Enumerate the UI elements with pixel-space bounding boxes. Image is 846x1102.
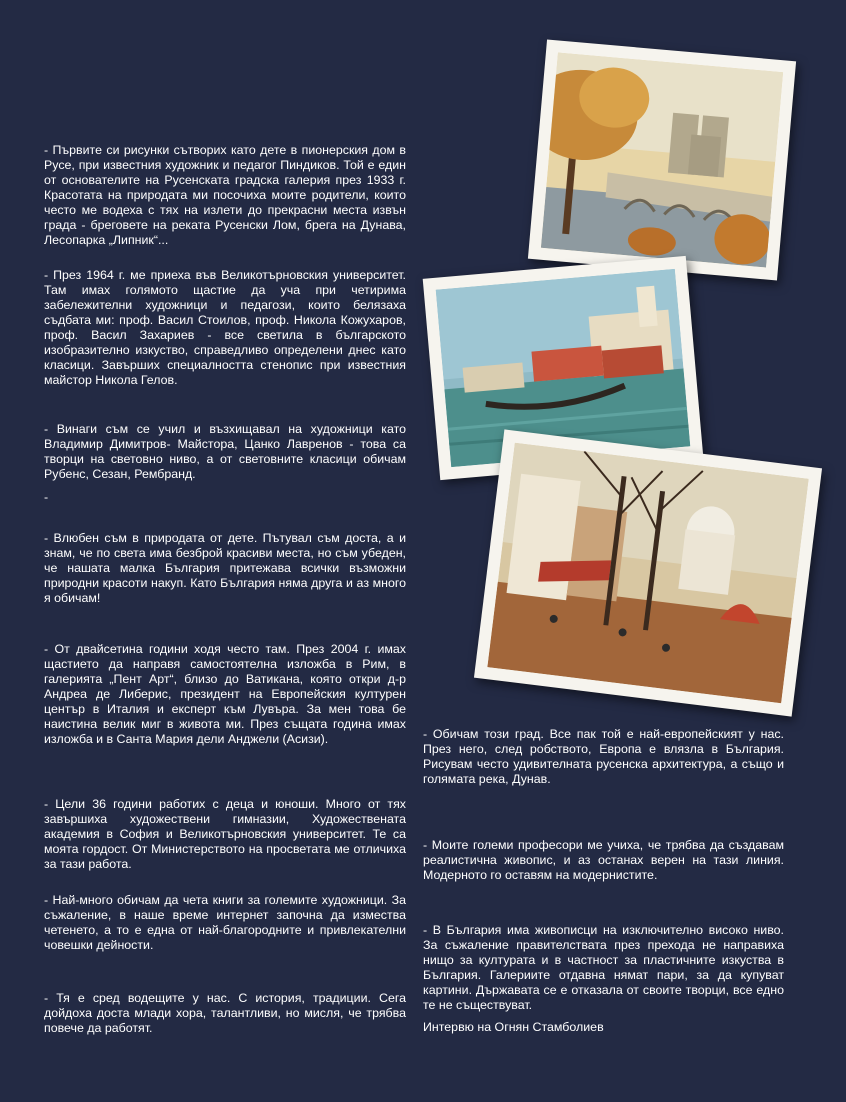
answer-paragraph-1: - Първите си рисунки сътворих като дете в пионерския дом в Русе, при известния художник и педагог Пиндиков. Той е един от основателите на Русенската градска галерия през 1933 г. Красотата на природата ми посочиха моите родители, които често ме водеха с тях на излети до прекрасни места извън града - бреговете на реката Русенски Лом, брега на Дунава, Лесопарка „Липник“... <box>44 143 406 247</box>
answer-paragraph-11: - Моите големи професори ме учиха, че трябва да създавам реалистична живопис, и аз останах верен на тази линия. Модерното го оставям на модернистите. <box>423 838 784 882</box>
answer-paragraph-3: - Винаги съм се учил и възхищавал на художници като Владимир Димитров- Майстора, Цанко Лавренов - това са творци на световно ниво, а от световните класици обичам Рубенс, Сезан, Рембранд. <box>44 422 406 481</box>
painting-montmartre-image <box>487 443 808 703</box>
answer-paragraph-12: - В България има живописци на изключително високо ниво. За съжаление правителствата през прехода не направиха нищо за културата и в частност за пластичните изкуства в България. Галериите отдавна нямат пари, за да купуват картини. Държавата се е отказала от своите творци, все едно те не съществуват. <box>423 923 784 1012</box>
answer-paragraph-10: - Обичам този град. Все пак той е най-европейският у нас. През него, след робството, Европа е влязла в България. Рисувам често удивителната русенска архитектура, а също и голямата река, Дунав. <box>423 727 784 786</box>
answer-paragraph-5: - Влюбен съм в природата от дете. Пътувал съм доста, а и знам, че по света има безброй красиви места, но съм убеден, че нашата малка България притежава всички възможни природни красоти накуп. Като България няма друга и аз много я обичам! <box>44 531 406 605</box>
answer-paragraph-9: - Тя е сред водещите у нас. С история, традиции. Сега дойдоха доста млади хора, талантливи, но мисля, че трябва повече да работят. <box>44 991 406 1035</box>
answer-paragraph-4: - <box>44 490 49 504</box>
answer-paragraph-8: - Най-много обичам да чета книги за големите художници. За съжаление, в наше време интернет започна да измества четенето, а то е една от най-благородните и привлекателни човешки дейности. <box>44 893 406 952</box>
painting-notre-dame-image <box>541 53 783 268</box>
painting-notre-dame <box>528 40 796 281</box>
answer-paragraph-2: - През 1964 г. ме приеха във Великотърновския университет. Там имах голямото щастие да уча при четирима забележителни художници и педагози, които белязаха съдбата ми: проф. Васил Стоилов, проф. Никола Кожухаров, проф. Васил Захариев - все светила в българското изобразително изкуство, справедливо определени днес като класици. Завърших специалността стенопис при известния майстор Никола Гелов. <box>44 268 406 387</box>
answer-paragraph-7: - Цели 36 години работих с деца и юноши. Много от тях завършиха художествени гимназии, Художествената академия в София и Великотърновския университет. Те са моята гордост. От Министерството на просветата ме отличиха за тази работа. <box>44 797 406 871</box>
painting-montmartre <box>474 429 822 716</box>
interview-credit: Интервю на Огнян Стамболиев <box>423 1020 604 1034</box>
answer-paragraph-6: - От двайсетина години ходя често там. През 2004 г. имах щастието да направя самостоятелна изложба в Рим, в галерията „Пент Арт“, близо до Ватикана, която откри д-р Андреа де Либерис, президент на Европейския културен център в Италия и експерт към Лувъра. За мен това бе наистина велик миг в живота ми. През същата година имах изложба и в Санта Мария дели Анджели (Асизи). <box>44 642 406 746</box>
